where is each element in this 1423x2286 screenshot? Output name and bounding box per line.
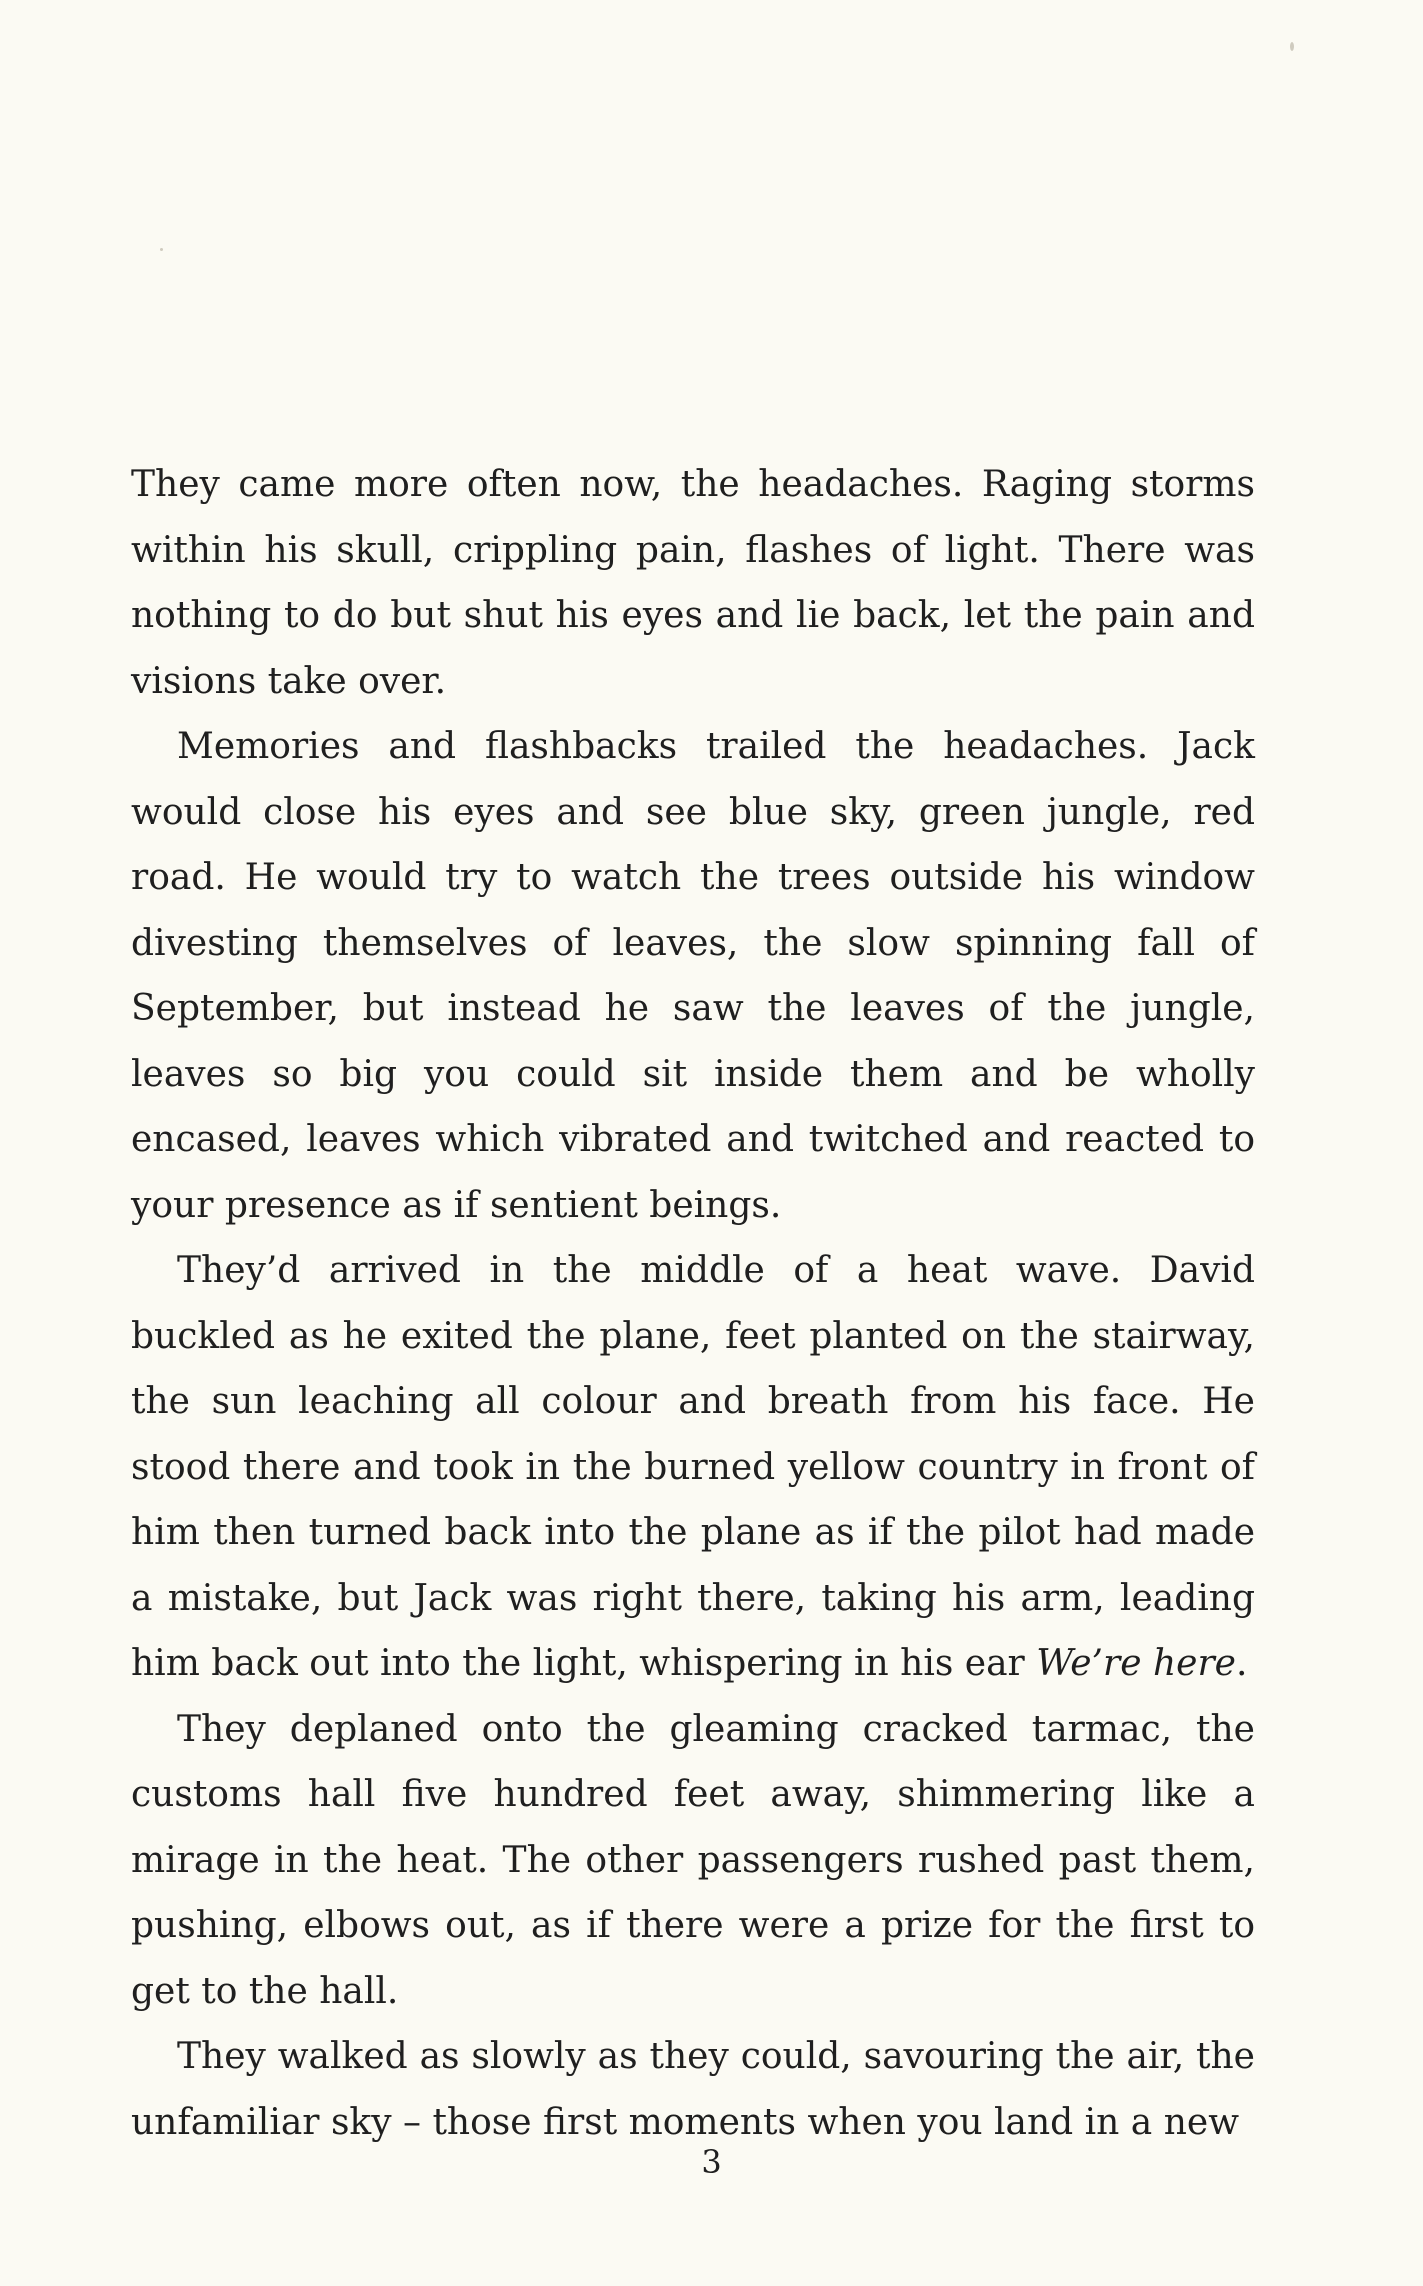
paper-speck — [1290, 42, 1294, 51]
paragraph-3-text: They’d arrived in the middle of a heat wave. David buckled as he exited the plane, feet planted on the stairway, the sun leaching all colour and breath from his face. He stood there and took in the burned yellow country in front of him then turned back into the plane as if the pilot had made a mistake, but Jack was right there, taking his arm, leading him back out into the light, whispering in his ear — [131, 1250, 1255, 1684]
paragraph-4: They deplaned onto the gleaming cracked tarmac, the customs hall five hundred feet away, shimmering like a mirage in the heat. The other passengers rushed past them, pushing, elbows out, as if there were a prize for the first to get to the hall. — [131, 1708, 1255, 2012]
paragraph-5: They walked as slowly as they could, savouring the air, the unfamiliar sky – those first moments when you land in a new — [131, 2036, 1255, 2143]
body-text — [131, 452, 1255, 2155]
paragraph-2: Memories and flashbacks trailed the headaches. Jack would close his eyes and see blue sky, green jungle, red road. He would try to watch the trees outside his window divesting themselves of leaves, the slow spinning fall of September, but instead he saw the leaves of the jungle, leaves so big you could sit inside them and be wholly encased, leaves which vibrated and twitched and reacted to your presence as if sentient beings. — [131, 726, 1255, 1226]
page-number: 3 — [701, 2143, 722, 2181]
paragraph-3-end: . — [1235, 1643, 1248, 1684]
paragraph-3-italic: We’re here — [1036, 1643, 1236, 1684]
paragraph-1: They came more often now, the headaches. Raging storms within his skull, crippling pain, flashes of light. There was nothing to do but shut his eyes and lie back, let the pain and visions take over. — [131, 464, 1255, 702]
paragraph-3 — [131, 1238, 1255, 1697]
paper-speck — [160, 248, 163, 251]
